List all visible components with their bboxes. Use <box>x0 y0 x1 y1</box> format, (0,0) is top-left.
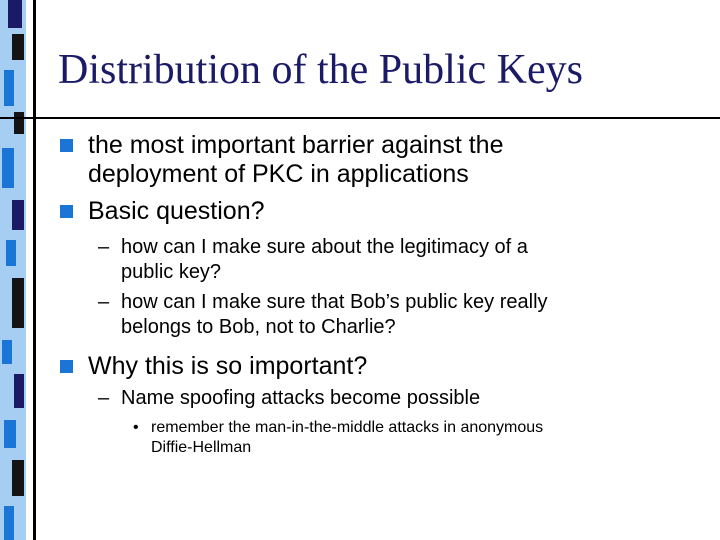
sub-2-1-line-1: how can I make sure about the legitimacy of a <box>121 236 528 258</box>
sub-2-2-line-1: how can I make sure that Bob’s public key really <box>121 291 548 313</box>
decorative-left-strip <box>0 0 26 540</box>
round-bullet-marker: • <box>133 419 139 436</box>
strip-block <box>14 112 24 134</box>
strip-block <box>2 340 12 364</box>
strip-block <box>12 34 24 60</box>
strip-block <box>12 460 24 496</box>
sub-3-1-text: Name spoofing attacks become possible <box>121 387 481 409</box>
subsub-3-1-1-line-2: Diffie-Hellman <box>151 439 252 456</box>
square-bullet-icon <box>60 360 73 373</box>
strip-block <box>14 374 24 408</box>
title-underline-rule <box>0 117 720 119</box>
bullet-2-text: Basic question? <box>88 197 265 225</box>
square-bullet-icon <box>60 139 73 152</box>
strip-block <box>12 200 24 230</box>
strip-block <box>6 240 16 266</box>
square-bullet-icon <box>60 205 73 218</box>
strip-block <box>12 278 24 328</box>
bullet-3-text: Why this is so important? <box>88 352 368 380</box>
bullet-1-line-1: the most important barrier against the <box>88 131 504 159</box>
dash-marker: – <box>98 387 110 409</box>
subsub-3-1-1-line-1: remember the man-in-the-middle attacks in anonymous <box>151 419 544 436</box>
strip-block <box>2 148 14 188</box>
strip-block <box>4 70 14 106</box>
bullet-1-line-2: deployment of PKC in applications <box>88 160 469 188</box>
vertical-rule <box>33 0 36 540</box>
strip-block <box>4 420 16 448</box>
strip-block <box>8 0 22 28</box>
dash-marker: – <box>98 291 110 313</box>
slide-title: Distribution of the Public Keys <box>58 47 583 93</box>
sub-2-1-line-2: public key? <box>121 261 222 283</box>
sub-2-2-line-2: belongs to Bob, not to Charlie? <box>121 316 396 338</box>
dash-marker: – <box>98 236 110 258</box>
strip-block <box>4 506 14 540</box>
